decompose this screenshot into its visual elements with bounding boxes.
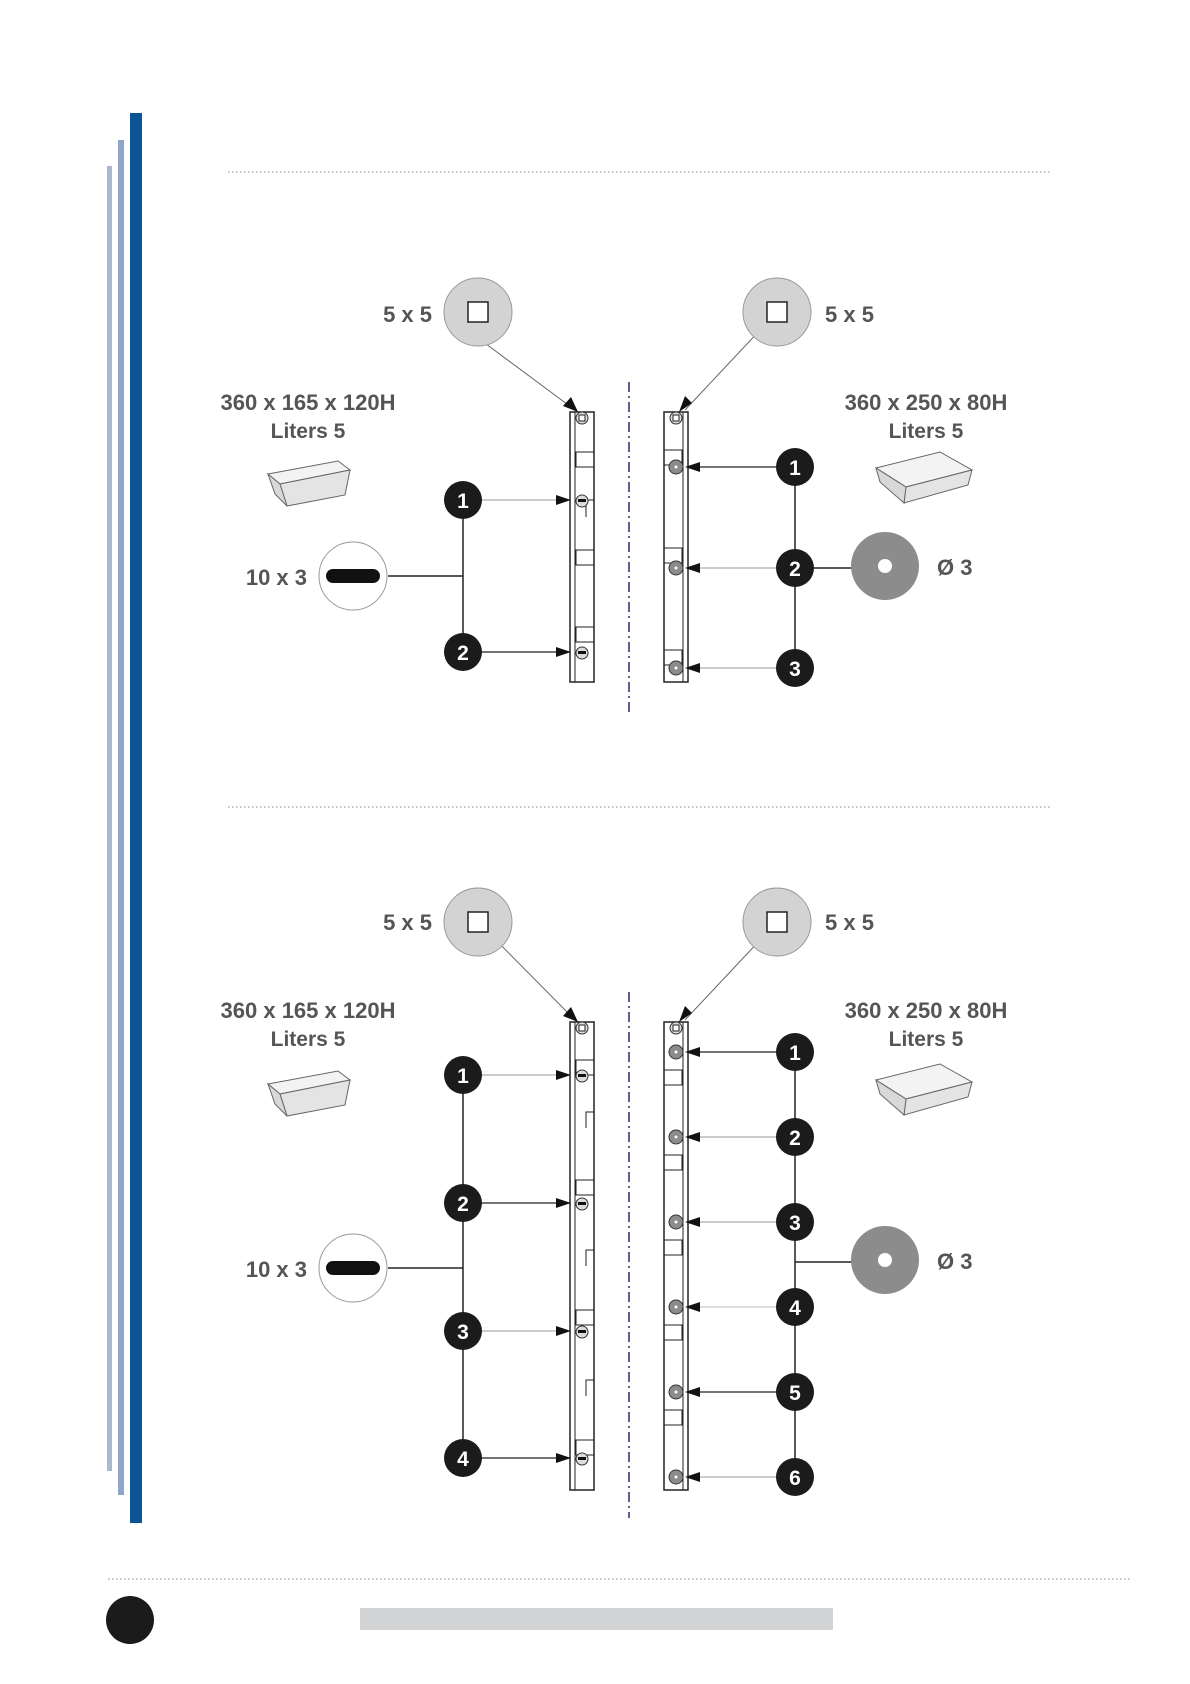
square-hole-icon bbox=[468, 302, 488, 322]
svg-text:2: 2 bbox=[457, 642, 469, 665]
liters-label: Liters 5 bbox=[888, 420, 964, 443]
svg-text:2: 2 bbox=[789, 558, 801, 581]
gastronorm-tray-deep bbox=[268, 1071, 350, 1116]
gastronorm-tray-shallow bbox=[876, 452, 972, 503]
left-profile bbox=[570, 1022, 594, 1490]
tray-size-label: 360 x 250 x 80H bbox=[844, 390, 1008, 415]
svg-text:2: 2 bbox=[457, 1193, 469, 1216]
accent-stripe-blue bbox=[130, 113, 142, 1523]
left-profile bbox=[570, 412, 594, 682]
hole-diameter-label: Ø 3 bbox=[937, 1249, 973, 1274]
tray-size-label: 360 x 165 x 120H bbox=[220, 390, 396, 415]
svg-text:1: 1 bbox=[789, 457, 801, 480]
slot-size-label: 10 x 3 bbox=[245, 565, 307, 590]
svg-text:1: 1 bbox=[457, 1065, 469, 1088]
gastronorm-tray-deep bbox=[268, 461, 350, 506]
accent-stripe-mid bbox=[118, 140, 124, 1495]
svg-text:2: 2 bbox=[789, 1127, 801, 1150]
tray-size-label: 360 x 165 x 120H bbox=[220, 998, 396, 1023]
liters-label: Liters 5 bbox=[270, 420, 346, 443]
svg-text:4: 4 bbox=[457, 1448, 469, 1471]
tray-size-label: 360 x 250 x 80H bbox=[844, 998, 1008, 1023]
svg-text:1: 1 bbox=[457, 490, 469, 513]
slot-size-label: 10 x 3 bbox=[245, 1257, 307, 1282]
square-size-label: 5 x 5 bbox=[825, 302, 874, 327]
hole-diameter-label: Ø 3 bbox=[937, 555, 973, 580]
page-number-badge bbox=[106, 1596, 154, 1644]
accent-stripe-light bbox=[107, 166, 112, 1471]
right-profile bbox=[664, 1022, 688, 1490]
square-size-label: 5 x 5 bbox=[825, 910, 874, 935]
svg-text:3: 3 bbox=[789, 1212, 801, 1235]
liters-label: Liters 5 bbox=[888, 1028, 964, 1051]
gastronorm-tray-shallow bbox=[876, 1064, 972, 1115]
diagram-bottom bbox=[221, 888, 1008, 1518]
slot-icon bbox=[326, 1261, 380, 1275]
svg-text:5: 5 bbox=[789, 1382, 801, 1405]
diagram-top bbox=[221, 278, 1008, 712]
liters-label: Liters 5 bbox=[270, 1028, 346, 1051]
svg-text:3: 3 bbox=[789, 658, 801, 681]
round-hole-icon bbox=[878, 1253, 892, 1267]
svg-text:4: 4 bbox=[789, 1297, 801, 1320]
svg-text:3: 3 bbox=[457, 1321, 469, 1344]
footer-bar bbox=[360, 1608, 833, 1630]
square-size-label: 5 x 5 bbox=[383, 910, 432, 935]
slot-icon bbox=[326, 569, 380, 583]
svg-text:1: 1 bbox=[789, 1042, 801, 1065]
right-profile bbox=[664, 412, 688, 682]
svg-text:6: 6 bbox=[789, 1467, 801, 1490]
square-size-label: 5 x 5 bbox=[383, 302, 432, 327]
round-hole-icon bbox=[878, 559, 892, 573]
